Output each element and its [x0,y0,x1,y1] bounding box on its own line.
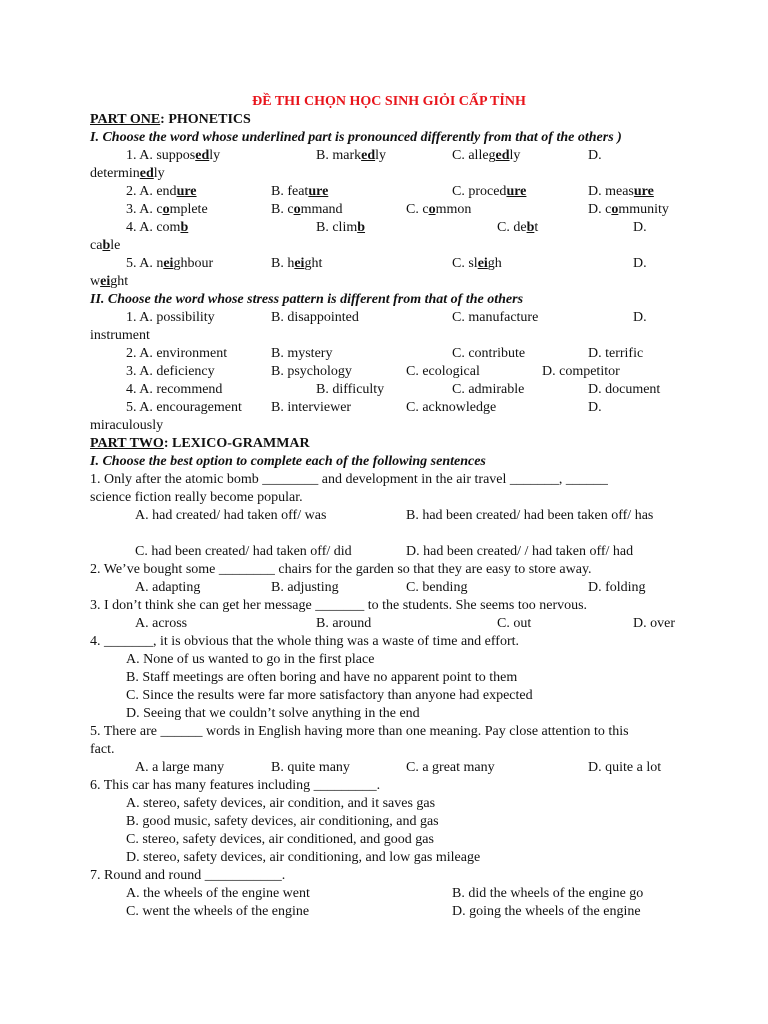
option-d-label: D. [633,220,647,235]
option-c: C. had been created/ had taken off/ did [135,544,352,559]
option-d: D. over [633,616,675,631]
option-a: A. the wheels of the engine went [126,886,310,901]
stress-q5-cont [90,417,680,435]
option-d: D. community [588,202,669,217]
grammar-q4-stem: 4. _______, it is obvious that the whole thing was a waste of time and effort. [90,634,520,649]
option-c: C. out [497,616,532,631]
option-a: 5. A. neighbour [126,256,214,271]
option-c: C. ecological [406,364,480,379]
grammar-q5-stem-cont: fact. [90,742,115,757]
grammar-q3-stem: 3. I don’t think she can get her message _______ to the students. She seems too nervous. [90,598,588,613]
option-d: D. had been created/ / had taken off/ had [406,544,634,559]
option-b: B. climb [316,220,366,235]
option-d-label: D. [588,400,602,415]
phonetics-q1 [90,147,680,165]
section-1-instruction: I. Choose the word whose underlined part is pronounced differently from that of the others ) [90,130,622,145]
phonetics-q2 [90,183,680,201]
stress-q3 [90,363,680,381]
grammar-q4-option-c [90,687,680,705]
option-d: D. terrific [588,346,644,361]
option-c: C. admirable [452,382,525,397]
option-b: B. command [271,202,343,217]
page-title: ĐỀ THI CHỌN HỌC SINH GIỎI CẤP TỈNH [252,94,526,109]
option-b: B. quite many [271,760,350,775]
option-a: 4. A. recommend [126,382,223,397]
grammar-q7-options-ab [90,885,680,903]
option-b: B. feature [271,184,329,199]
option-c: C. debt [497,220,539,235]
grammar-q1-stem: 1. Only after the atomic bomb ________ and development in the air travel _______, ______ [90,472,608,487]
grammar-q6-option-a [90,795,680,813]
option-b: B. around [316,616,372,631]
grammar-q1-options-ab [90,507,680,543]
grammar-q3-options [90,615,680,633]
option-c: C. acknowledge [406,400,497,415]
option-b: B. interviewer [271,400,352,415]
part-two-label: PART TWO [90,436,164,451]
option-d: instrument [90,328,150,343]
grammar-q4-option-d [90,705,680,723]
grammar-q6-stem: 6. This car has many features including _________. [90,778,381,793]
option-d: D. going the wheels of the engine [452,904,641,919]
option-a: 2. A. endure [126,184,197,199]
option-d-label: D. [588,148,602,163]
section-2-instruction: II. Choose the word whose stress pattern is different from that of the others [90,292,524,307]
option-b: B. adjusting [271,580,339,595]
option-b: B. good music, safety devices, air conditioning, and gas [126,814,439,829]
stress-q1 [90,309,680,327]
stress-q4 [90,381,680,399]
phonetics-q4-cont [90,237,680,255]
option-a: A. None of us wanted to go in the first place [126,652,375,667]
option-d: D. stereo, safety devices, air conditioning, and low gas mileage [126,850,481,865]
option-d: weight [90,274,129,289]
option-a: 2. A. environment [126,346,228,361]
part-two-instruction: I. Choose the best option to complete each of the following sentences [90,454,486,469]
option-d: D. Seeing that we couldn’t solve anything in the end [126,706,420,721]
grammar-q6-option-c [90,831,680,849]
option-d: D. quite a lot [588,760,662,775]
phonetics-q5 [90,255,680,273]
option-c: C. stereo, safety devices, air conditioned, and good gas [126,832,434,847]
stress-q1-cont [90,327,680,345]
phonetics-q5-cont [90,273,680,291]
grammar-q1-stem-cont: science fiction really become popular. [90,490,303,505]
option-d: D. measure [588,184,654,199]
grammar-q4-option-a [90,651,680,669]
option-b: B. had been created/ had been taken off/ has [406,508,654,523]
grammar-q4-option-b [90,669,680,687]
option-c: C. bending [406,580,468,595]
phonetics-q4 [90,219,680,237]
option-a: 4. A. comb [126,220,189,235]
grammar-q6-option-b [90,813,680,831]
part-one-label: PART ONE [90,112,161,127]
option-a: 3. A. deficiency [126,364,215,379]
option-a: 5. A. encouragement [126,400,242,415]
part-two-heading [90,435,680,453]
stress-q2 [90,345,680,363]
part-two-name: : LEXICO-GRAMMAR [163,436,310,451]
grammar-q7-options-cd [90,903,680,921]
grammar-q5-stem: 5. There are ______ words in English having more than one meaning. Pay close attention to this [90,724,629,739]
option-c: C. allegedly [452,148,521,163]
phonetics-q1-cont [90,165,680,183]
option-a: 1. A. possibility [126,310,215,325]
option-a: 3. A. complete [126,202,208,217]
grammar-q5-options [90,759,680,777]
part-one-name: : PHONETICS [160,112,251,127]
option-c: C. a great many [406,760,495,775]
option-a: A. stereo, safety devices, air condition, and it saves gas [126,796,436,811]
option-c: C. Since the results were far more satisfactory than anyone had expected [126,688,533,703]
option-c: C. common [406,202,472,217]
grammar-q6-option-d [90,849,680,867]
option-a: A. had created/ had taken off/ was [135,508,327,523]
option-d: D. folding [588,580,646,595]
option-b: B. markedly [316,148,386,163]
option-a: A. across [135,616,188,631]
option-b: B. psychology [271,364,352,379]
option-c: C. manufacture [452,310,539,325]
option-d: cable [90,238,121,253]
option-c: C. went the wheels of the engine [126,904,310,919]
option-c: C. contribute [452,346,526,361]
option-b: B. disappointed [271,310,359,325]
option-d: D. document [588,382,661,397]
option-b: B. difficulty [316,382,385,397]
option-a: A. adapting [135,580,201,595]
option-d: miraculously [90,418,164,433]
phonetics-q3 [90,201,680,219]
part-one-heading [90,111,680,129]
option-b: B. did the wheels of the engine go [452,886,644,901]
grammar-q2-options [90,579,680,597]
option-d-label: D. [633,310,647,325]
option-c: C. procedure [452,184,527,199]
option-d: D. competitor [542,364,620,379]
option-d-label: D. [633,256,647,271]
grammar-q1-options-cd [90,543,680,561]
stress-q5 [90,399,680,417]
option-c: C. sleigh [452,256,502,271]
option-a: 1. A. supposedly [126,148,221,163]
option-b: B. Staff meetings are often boring and have no apparent point to them [126,670,518,685]
option-b: B. height [271,256,323,271]
grammar-q2-stem: 2. We’ve bought some ________ chairs for the garden so that they are easy to store away. [90,562,592,577]
option-d: determinedly [90,166,165,181]
grammar-q7-stem: 7. Round and round ___________. [90,868,286,883]
exam-page [90,93,680,921]
option-b: B. mystery [271,346,333,361]
option-a: A. a large many [135,760,225,775]
